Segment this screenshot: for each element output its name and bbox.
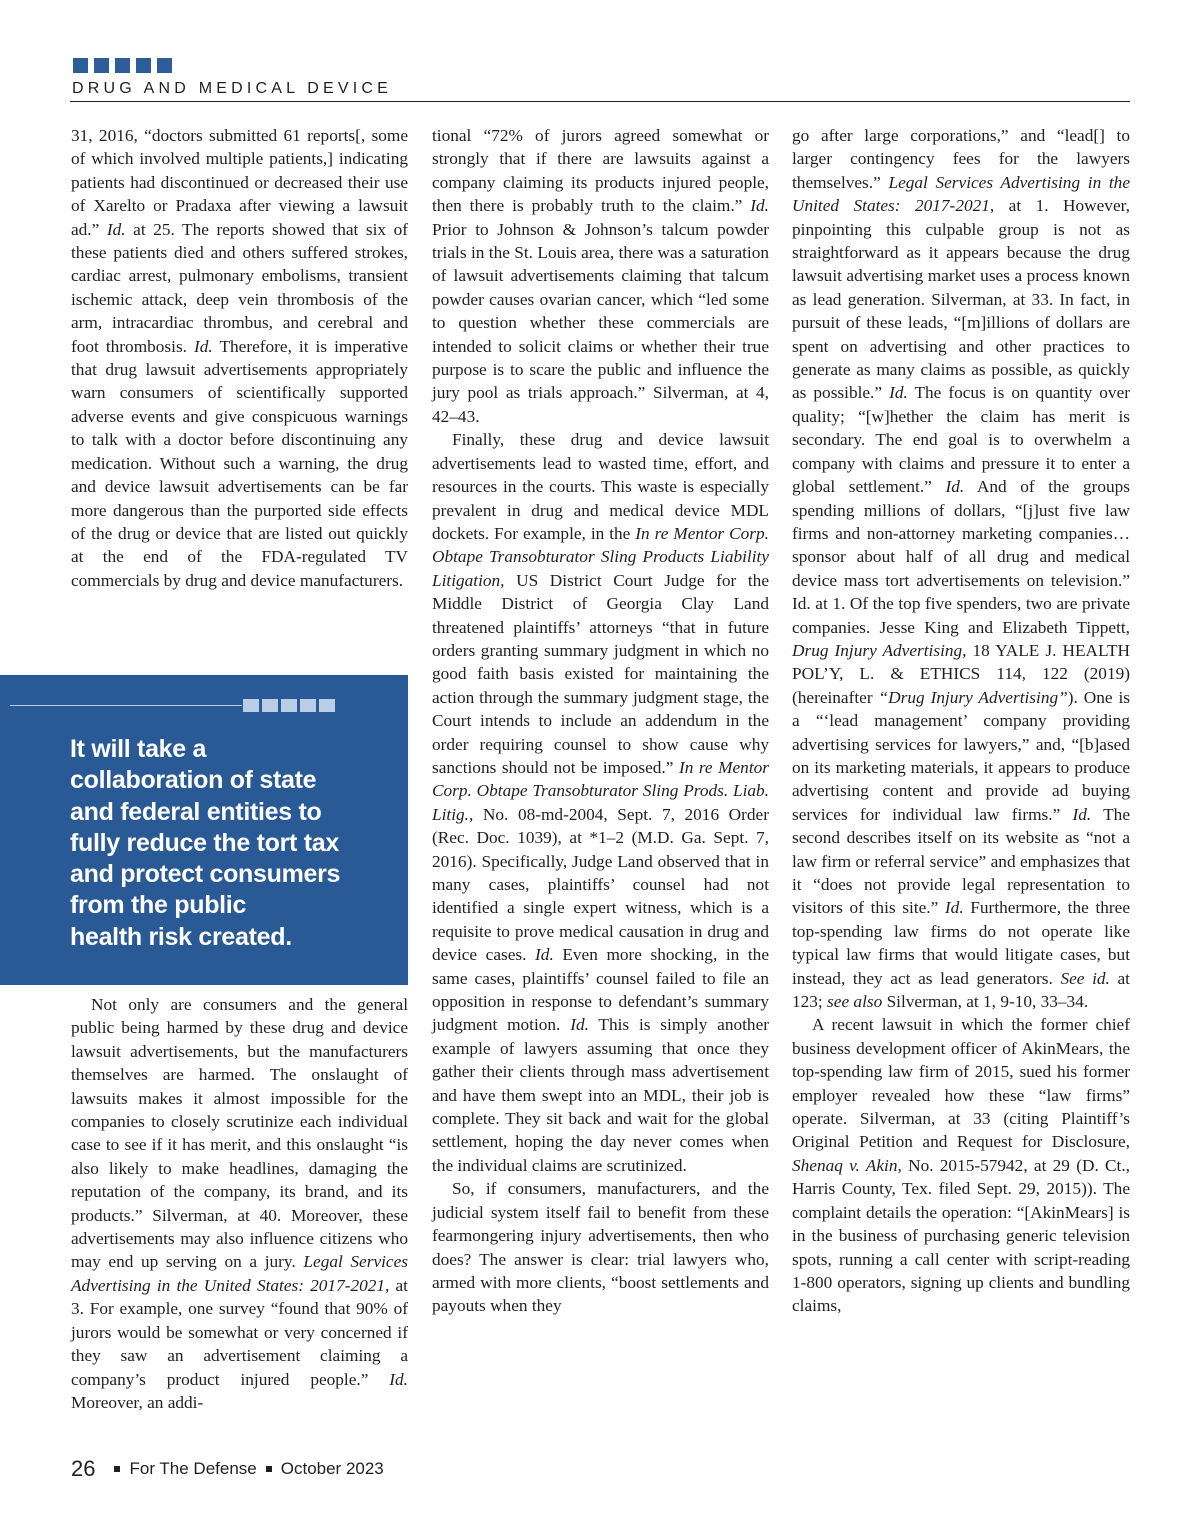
paragraph: Not only are consumers and the general public being harmed by these drug and device lawsuit advertisements, but the manufacturers themselves are harmed. The onslaught of lawsuits makes it almost impossible for the companies to closely scrutinize each individual case to see if it has merit, and this onslaught “is also likely to make headlines, damaging the reputation of the company, its brand, and its products.” Silverman, at 40. Moreover, these advertisements may also influence citizens who may end up serving on a jury. Legal Services Advertising in the United States: 2017-2021, at 3. For example, one survey “found that 90% of jurors would be somewhat or very concerned if they saw an advertisement claiming a company’s product injured people.” Id. Moreover, an addi- (71, 995, 408, 1412)
page-number: 26 (71, 1456, 96, 1481)
paragraph: 31, 2016, “doctors submitted 61 reports[, some of which involved multiple patients,] indicating patients had discontinued or decreased their use of Xarelto or Pradaxa after viewing a lawsuit ad.” Id. at 25. The reports showed that six of these patients died and others suffered strokes, cardiac arrest, pulmonary embolisms, transient ischemic attack, deep vein thrombosis of the arm, intracardiac thrombus, and cerebral and foot thrombosis. Id. Therefore, it is imperative that drug lawsuit advertisements appropriately warn consumers of scientifically supported adverse events and give conspicuous warnings to talk with a doctor before discontinuing any medication. Without such a warning, the drug and device lawsuit advertisements can be far more dangerous than the purported side effects of the drug or device that are listed out quickly at the end of the FDA-regulated TV commercials by drug and device manufacturers. (71, 126, 409, 590)
pull-quote-text: It will take a collaboration of state and federal entities to fully reduce the tort tax and protect consumers from the public health risk created. (70, 735, 341, 951)
publication-name: For The Defense (129, 1459, 257, 1478)
footer-separator-icon (266, 1466, 272, 1472)
section-label: DRUG AND MEDICAL DEVICE (72, 80, 393, 97)
issue-date: October 2023 (280, 1459, 384, 1478)
paragraph: go after large corporations,” and “lead[] to larger contingency fees for the lawyers themselves.” Legal Services Advertising in the United States: 2017-2021, at 1. However, pinpointing this culpable group is not as straightforward as it appears because the drug lawsuit advertising market uses a process known as lead generation. Silverman, at 33. In fact, in pursuit of these leads, “[m]illions of dollars are spent on advertising and other practices to generate as many claims as possible, as quickly as possible.” Id. The focus is on quantity over quality; “[w]hether the claim has merit is secondary. The end goal is to overwhelm a company with claims and pressure it to enter a global settlement.” Id. And of the groups spending millions of dollars, “[j]ust five law firms and non-attorney marketing companies… sponsor about half of all drug and medical device mass tort advertisements on television.” Id. at 1. Of the top five spenders, two are private companies. Jesse King and Elizabeth Tippett, Drug Injury Advertising, 18 YALE J. HEALTH POL’Y, L. & ETHICS 114, 122 (2019) (hereinafter “Drug Injury Advertising”). One is a “‘lead management’ company providing advertising services for lawyers,” and, “[b]ased on its marketing materials, it appears to produce advertising content and provide ad buying services for individual law firms.” Id. The second describes itself on its website as “not a law firm or referral service” and emphasizes that it “does not provide legal representation to visitors of this site.” Id. Furthermore, the three top-spending law firms do not operate like typical law firms that would litigate cases, but instead, they act as lead generators. See id. at 123; see also Silverman, at 1, 9-10, 33–34. (792, 126, 1130, 1012)
paragraph: Finally, these drug and device lawsuit advertisements lead to wasted time, effort, and resources in the courts. This waste is especially prevalent in drug and medical device MDL dockets. For example, in the In re Mentor Corp. Obtape Transobturator Sling Products Liability Litigation, US District Court Judge for the Middle District of Georgia Clay Land threatened plaintiffs’ attorneys “that in future orders granting summary judgment in which no good faith basis existed for maintaining the action through the summary judgment stage, the Court intends to include an addendum in the order requiring counsel to show cause why sanctions should not be imposed.” In re Mentor Corp. Obtape Transobturator Sling Prods. Liab. Litig., No. 08-md-2004, Sept. 7, 2016 Order (Rec. Doc. 1039), at *1–2 (M.D. Ga. Sept. 7, 2016). Specifically, Judge Land observed that in many cases, plaintiffs’ counsel had not identified a single expert witness, which is a requisite to prove medical causation in drug and device cases. Id. Even more shocking, in the same cases, plaintiffs’ counsel failed to file an opposition in response to defendant’s summary judgment motion. Id. This is simply another example of lawyers assuming that once they gather their clients through mass advertisement and have them swept into an MDL, their job is complete. They sit back and wait for the global settlement, hoping the day never comes when the individual claims are scrutinized. (432, 430, 769, 1175)
article-column-2 (432, 124, 769, 1318)
paragraph: So, if consumers, manufacturers, and the judicial system itself fail to benefit from these fearmongering injury advertisements, then who does? The answer is clear: trial lawyers who, armed with more clients, “boost settlements and payouts when they (432, 1179, 769, 1316)
article-column-1-bottom (71, 993, 408, 1414)
paragraph: tional “72% of jurors agreed somewhat or strongly that if there are lawsuits against a company claiming its products injured people, then there is probably truth to the claim.” Id. Prior to Johnson & Johnson’s talcum powder trials in the St. Louis area, there was a saturation of lawsuit advertisements claiming that talcum powder causes ovarian cancer, which “led some to question whether these commercials are intended to solicit claims or whether their true purpose is to scare the public and influence the jury pool as trials approach.” Silverman, at 4, 42–43. (432, 126, 769, 426)
article-column-1-top (71, 124, 408, 592)
pull-quote-squares-decoration (243, 699, 335, 712)
header-rule (70, 101, 1130, 102)
pull-quote-rule (10, 705, 242, 706)
article-column-3 (792, 124, 1130, 1318)
footer-separator-icon (114, 1466, 120, 1472)
page-footer (71, 1456, 384, 1482)
header-squares-decoration (73, 58, 172, 73)
paragraph: A recent lawsuit in which the former chief business development officer of AkinMears, the top-spending law firm of 2015, sued his former employer revealed how these “law firms” operate. Silverman, at 33 (citing Plaintiff’s Original Petition and Request for Disclosure, Shenaq v. Akin, No. 2015-57942, at 29 (D. Ct., Harris County, Tex. filed Sept. 29, 2015)). The complaint details the operation: “[AkinMears] is in the business of purchasing generic television spots, running a call center with script-reading 1-800 operators, signing up clients and bundling claims, (792, 1015, 1130, 1316)
